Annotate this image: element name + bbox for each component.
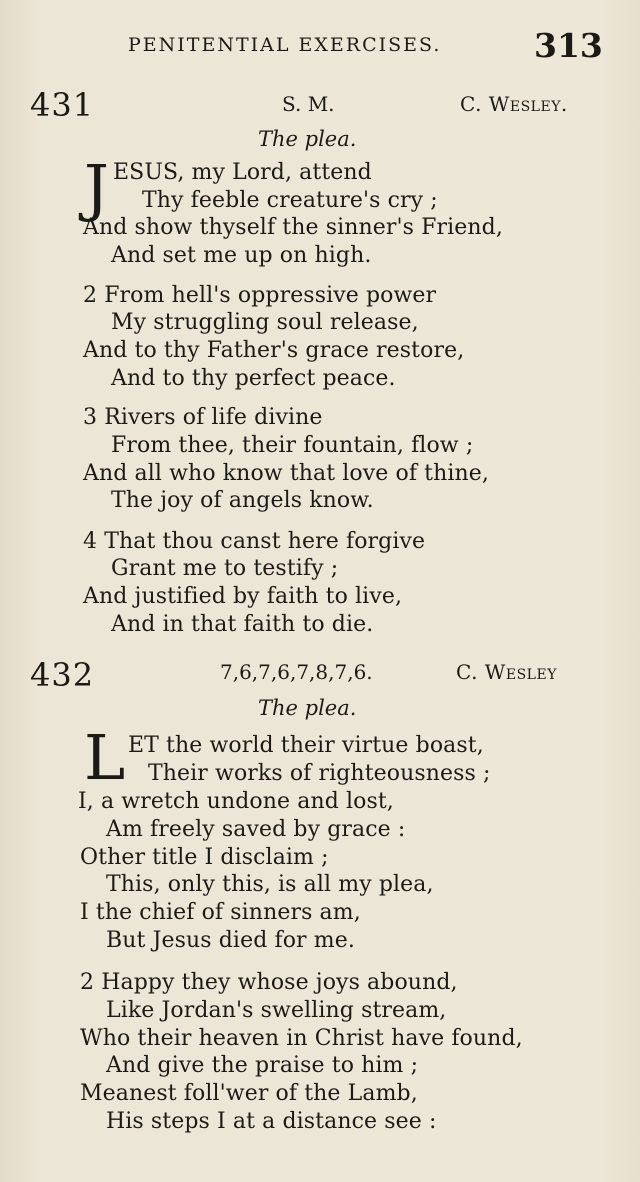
verse-line: The joy of angels know. xyxy=(111,488,374,513)
verse-line: 3 Rivers of life divine xyxy=(83,405,323,430)
verse-line: I the chief of sinners am, xyxy=(80,900,361,925)
verse-line: Meanest foll'wer of the Lamb, xyxy=(80,1081,418,1106)
verse-line: But Jesus died for me. xyxy=(106,928,355,953)
page-number: 313 xyxy=(534,26,603,65)
hymn-subtitle: The plea. xyxy=(258,696,357,720)
verse-line: Grant me to testify ; xyxy=(111,556,339,581)
hymn-meter: S. M. xyxy=(282,92,335,116)
verse-line: This, only this, is all my plea, xyxy=(106,872,434,897)
verse-line: Am freely saved by grace : xyxy=(106,817,406,842)
hymn-author: C. Wesley. xyxy=(460,92,568,116)
verse-line: My struggling soul release, xyxy=(111,310,419,335)
verse-line: Other title I disclaim ; xyxy=(80,845,329,870)
verse-line: 2 From hell's oppressive power xyxy=(83,283,437,308)
hymn-meter: 7,6,7,6,7,8,7,6. xyxy=(220,660,373,684)
verse-line: And in that faith to die. xyxy=(111,612,374,637)
verse-line: Who their heaven in Christ have found, xyxy=(80,1026,523,1051)
drop-cap: J xyxy=(84,151,109,224)
verse-line: Thy feeble creature's cry ; xyxy=(142,188,438,213)
verse-line: Like Jordan's swelling stream, xyxy=(106,998,447,1023)
verse-line: 2 Happy they whose joys abound, xyxy=(80,970,458,995)
verse-line: And to thy Father's grace restore, xyxy=(83,338,465,363)
verse-line: Their works of righteousness ; xyxy=(148,761,491,786)
verse-line: 4 That thou canst here forgive xyxy=(83,529,426,554)
verse-line: And to thy perfect peace. xyxy=(111,366,396,391)
hymn-author: C. Wesley xyxy=(456,660,557,684)
hymn-number: 431 xyxy=(30,86,95,124)
verse-line: ESUS, my Lord, attend xyxy=(113,160,372,185)
verse-line: And set me up on high. xyxy=(111,243,372,268)
running-head: PENITENTIAL EXERCISES. xyxy=(128,34,442,56)
drop-cap: L xyxy=(84,721,126,794)
verse-line: And justified by faith to live, xyxy=(83,584,403,609)
verse-line: I, a wretch undone and lost, xyxy=(78,789,394,814)
hymn-subtitle: The plea. xyxy=(258,127,357,151)
hymn-number: 432 xyxy=(30,656,95,694)
verse-line: And show thyself the sinner's Friend, xyxy=(83,215,503,240)
verse-line: ET the world their virtue boast, xyxy=(128,733,484,758)
verse-line: His steps I at a distance see : xyxy=(106,1109,437,1134)
verse-line: From thee, their fountain, flow ; xyxy=(111,433,474,458)
verse-line: And all who know that love of thine, xyxy=(83,461,490,486)
verse-line: And give the praise to him ; xyxy=(106,1053,419,1078)
